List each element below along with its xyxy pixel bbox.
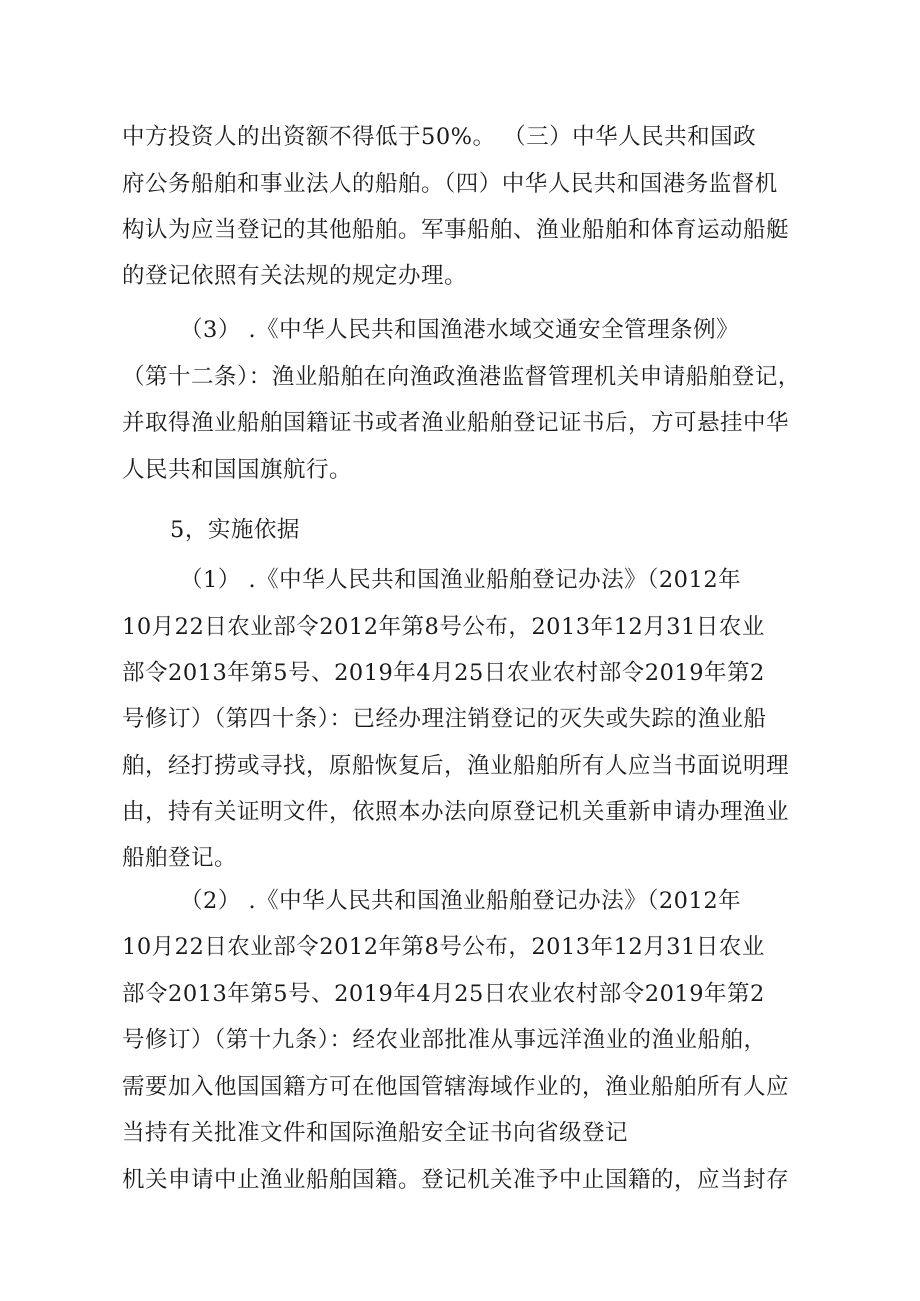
text-line: （1） .《中华人民共和国渔业船舶登记办法》（2012年	[180, 567, 742, 593]
text-line: 号修订）（第十九条）：经农业部批准从事远洋渔业的渔业船舶，	[122, 1027, 767, 1053]
text-line: 部令2013年第5号、2019年4月25日农业农村部令2019年第2	[122, 981, 765, 1007]
section-heading: 5，实施依据	[170, 517, 300, 543]
text-line: 构认为应当登记的其他船舶。军事船舶、渔业船舶和体育运动船艇	[122, 217, 790, 243]
text-line: （第十二条）：渔业船舶在向渔政渔港监督管理机关申请船舶登记，	[122, 364, 801, 390]
text-line: 中方投资人的出资额不得低于50%。 （三）中华人民共和国政	[122, 124, 757, 150]
text-line: 当持有关批准文件和国际渔船安全证书向省级登记	[122, 1120, 629, 1146]
text-line: 号修订）（第四十条）：已经办理注销登记的灭失或失踪的渔业船	[122, 706, 767, 732]
text-line: 需要加入他国国籍方可在他国管辖海域作业的，渔业船舶所有人应	[122, 1074, 790, 1100]
text-line: 府公务船舶和事业法人的船舶。（四）中华人民共和国港务监督机	[122, 171, 778, 197]
text-line: （2） .《中华人民共和国渔业船舶登记办法》（2012年	[180, 888, 742, 914]
text-line: 由，持有关证明文件，依照本办法向原登记机关重新申请办理渔业	[122, 799, 790, 825]
text-line: 船舶登记。	[122, 845, 238, 871]
text-line: （3） .《中华人民共和国渔港水域交通安全管理条例》	[180, 317, 740, 343]
text-line: 人民共和国国旗航行。	[122, 457, 353, 483]
text-line: 10月22日农业部令2012年第8号公布，2013年12月31日农业	[122, 614, 765, 640]
text-line: 舶，经打捞或寻找，原船恢复后，渔业船舶所有人应当书面说明理	[122, 753, 790, 779]
text-line: 的登记依照有关法规的规定办理。	[122, 263, 468, 289]
text-line: 机关申请中止渔业船舶国籍。登记机关准予中止国籍的，应当封存	[122, 1167, 790, 1193]
text-line: 10月22日农业部令2012年第8号公布，2013年12月31日农业	[122, 934, 765, 960]
text-line: 并取得渔业船舶国籍证书或者渔业船舶登记证书后，方可悬挂中华	[122, 410, 790, 436]
text-line: 部令2013年第5号、2019年4月25日农业农村部令2019年第2	[122, 660, 765, 686]
